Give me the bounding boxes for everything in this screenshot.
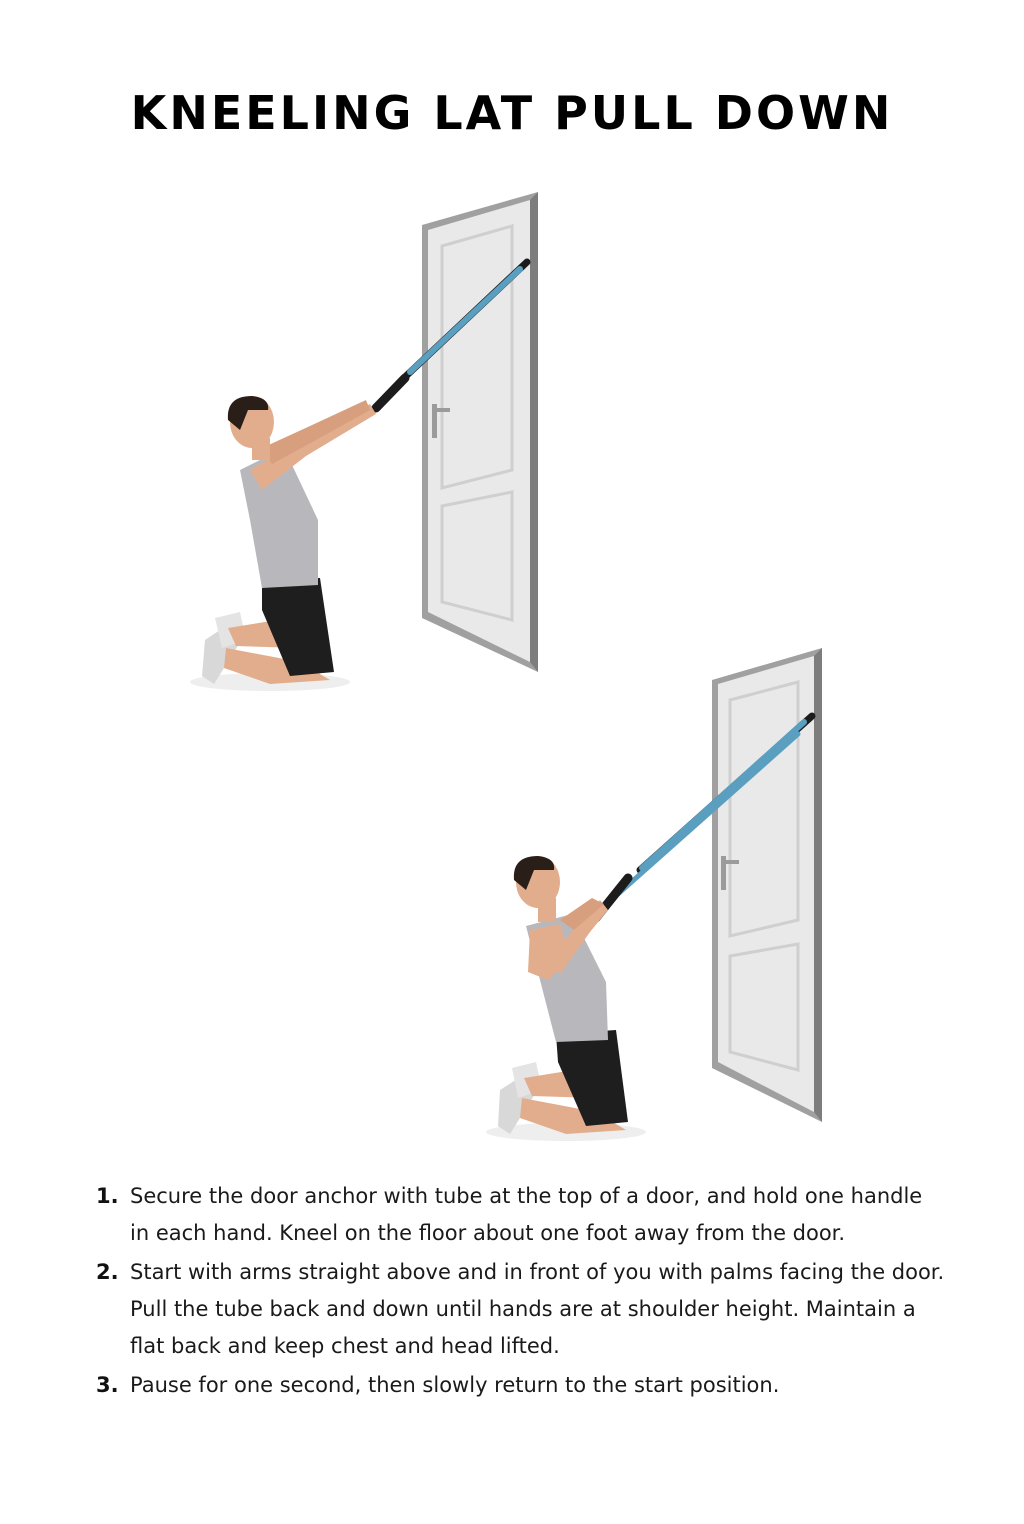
list-item	[96, 1254, 946, 1365]
list-item	[96, 1367, 946, 1404]
step-number: 3.	[96, 1373, 119, 1397]
kneeling-figure-arms-pulled	[486, 856, 646, 1141]
instruction-list	[96, 1178, 946, 1406]
step-number: 2.	[96, 1260, 119, 1284]
kneeling-figure-arms-raised	[190, 396, 376, 691]
page-title: KNEELING LAT PULL DOWN	[130, 86, 894, 140]
list-item	[96, 1178, 946, 1252]
step-number: 1.	[96, 1184, 119, 1208]
step-text: Secure the door anchor with tube at the top of a door, and hold one handle in each hand. Kneel on the floor about one foot away from the door.	[130, 1184, 923, 1245]
step-text: Start with arms straight above and in front of you with palms facing the door. Pull the tube back and down until hands are at shoulder height. Maintain a flat back and keep chest and head lifted.	[130, 1260, 945, 1358]
step-text: Pause for one second, then slowly return to the start position.	[130, 1373, 780, 1397]
